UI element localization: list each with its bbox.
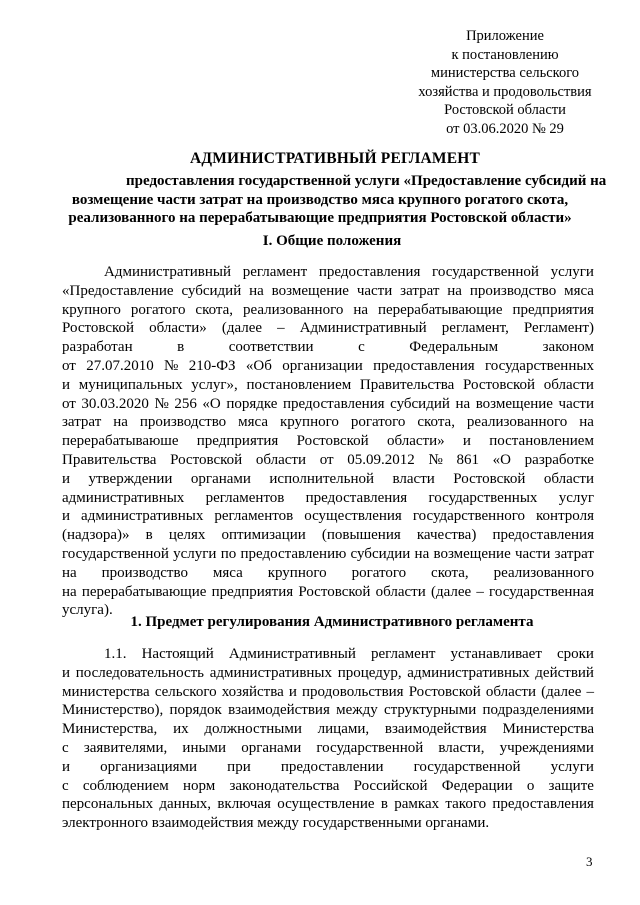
word: субсидий	[181, 282, 242, 299]
text-line	[62, 683, 594, 702]
word: 30.03.2020	[81, 395, 149, 412]
word: органами	[190, 470, 251, 487]
document-subtitle	[40, 172, 607, 228]
word: разработан	[62, 339, 133, 356]
word: №	[154, 395, 169, 412]
word: организации	[282, 357, 363, 374]
word: на	[353, 301, 368, 318]
word: заявителями,	[83, 739, 168, 756]
word: действий	[535, 664, 594, 681]
word: Регламент)	[523, 320, 594, 337]
word: административных	[407, 664, 530, 681]
word: области	[543, 376, 594, 393]
word: их	[173, 721, 189, 738]
appendix-line: Ростовской области	[444, 102, 566, 118]
word: Правительства	[359, 376, 455, 393]
text-line	[62, 758, 594, 777]
word: контроля	[536, 508, 594, 525]
word: законом	[542, 339, 594, 356]
word: Министерства,	[62, 721, 158, 738]
word: крупного	[279, 414, 339, 431]
word: части	[514, 545, 551, 562]
word: министерства	[62, 683, 150, 700]
word: органами.	[425, 815, 490, 832]
word: Федеральным	[409, 339, 499, 356]
word: рогатого	[130, 301, 186, 318]
subtitle-line: предоставления государственной услуги «Предоставление субсидий на	[126, 173, 607, 189]
word: услуги	[173, 545, 217, 562]
word: с	[62, 739, 69, 756]
word: устанавливает	[450, 646, 542, 662]
word: законодательства	[229, 777, 340, 794]
word: муниципальных	[78, 376, 183, 393]
section-heading-subject: 1. Предмет регулирования Административного регламента	[130, 614, 534, 630]
text-line	[62, 739, 594, 758]
word: предоставления	[283, 395, 385, 412]
word: «Об	[245, 357, 272, 374]
word: области	[485, 683, 537, 700]
word: части	[356, 282, 393, 299]
word: от	[62, 357, 76, 374]
word: реализованного	[493, 564, 594, 581]
word: (надзора)»	[62, 527, 130, 544]
word: скота,	[417, 414, 455, 431]
word: затрат	[62, 414, 102, 431]
word: персональных	[62, 796, 154, 813]
word: оптимизации	[221, 527, 306, 544]
word: хозяйства	[221, 683, 284, 700]
word: перерабатываюше	[62, 433, 179, 450]
text-line	[62, 319, 594, 338]
word: производство	[101, 564, 188, 581]
word: рогатого	[350, 414, 406, 431]
word: Правительства	[62, 451, 157, 468]
word: предоставления	[492, 796, 594, 813]
word: «Предоставление	[62, 282, 174, 299]
text-line	[62, 263, 594, 282]
word: №	[428, 451, 443, 468]
word: процедур,	[337, 664, 402, 681]
word: на	[414, 545, 430, 562]
word: государственной	[413, 758, 521, 775]
appendix-line: хозяйства и продовольствия	[418, 83, 592, 100]
word: крупного	[267, 564, 327, 581]
text-line	[62, 701, 594, 720]
word: на	[447, 282, 462, 299]
word: административных	[81, 508, 204, 525]
word: услуги	[550, 264, 594, 280]
subtitle-line: реализованного на перерабатывающие предприятия Ростовской области»	[68, 210, 572, 226]
word: сроки	[556, 646, 594, 662]
word: 210-ФЗ	[188, 357, 236, 374]
word: данных,	[159, 796, 212, 813]
word: субсидий	[390, 395, 450, 412]
word: на	[249, 282, 264, 299]
word: «О	[202, 395, 221, 412]
word: и	[288, 683, 297, 700]
word: норм	[182, 777, 216, 794]
word: субсидии	[350, 545, 411, 562]
word: лицами,	[317, 721, 370, 738]
text-line	[62, 282, 594, 301]
word: Административный	[228, 646, 356, 662]
word: от	[319, 451, 334, 468]
word: регламентов	[214, 508, 294, 525]
word: соответствии	[228, 339, 314, 356]
word: в	[380, 796, 388, 813]
appendix-line: от 03.06.2020 № 29	[446, 120, 564, 137]
appendix-line: министерства сельского	[430, 65, 580, 81]
word: Министерство),	[62, 702, 164, 719]
word: Министерства	[502, 721, 594, 738]
text-line	[62, 795, 594, 814]
word: на	[62, 564, 77, 581]
word: между	[336, 702, 378, 719]
word: на	[455, 395, 471, 412]
word: качества)	[416, 527, 477, 544]
word: скота,	[431, 564, 469, 581]
word: разработке	[524, 451, 594, 468]
word: государственного	[412, 508, 525, 525]
word: власти,	[438, 739, 485, 756]
text-line	[62, 664, 594, 683]
text-line	[62, 413, 594, 432]
word: Ростовской	[62, 320, 135, 337]
word: и	[62, 376, 71, 393]
word: Ростовской	[453, 470, 526, 487]
word: и	[62, 470, 71, 487]
word: на	[62, 583, 77, 600]
word: Российской	[353, 777, 428, 794]
word: целях	[168, 527, 206, 544]
word: 05.09.2012	[347, 451, 415, 468]
word: в	[145, 527, 153, 544]
word: регламент	[242, 264, 308, 280]
word: 1.1.	[104, 646, 127, 662]
appendix-block	[405, 27, 605, 138]
word: исполнительной	[269, 470, 375, 487]
word: регламент	[370, 646, 436, 662]
word: в	[177, 339, 185, 356]
word: органами	[241, 739, 302, 756]
text-line	[62, 583, 594, 602]
word: государственных	[484, 357, 594, 374]
word: «О	[492, 451, 511, 468]
text-line	[62, 357, 594, 376]
word: крупного	[62, 301, 121, 318]
word: государственной	[432, 264, 539, 280]
word: предприятия	[512, 301, 594, 318]
text-line	[62, 545, 594, 564]
word: перерабатывающие	[81, 583, 207, 600]
word: и	[62, 758, 71, 775]
word: с	[62, 777, 69, 794]
word: области	[255, 451, 307, 468]
word: области»	[149, 320, 207, 337]
word: по	[220, 545, 237, 562]
word: государственная	[489, 583, 594, 600]
word: между	[257, 815, 303, 832]
word: услуга).	[62, 602, 113, 619]
word: мяса	[564, 282, 594, 299]
word: области»	[386, 433, 445, 450]
word: предоставления	[492, 527, 594, 544]
word: взаимодействия	[228, 702, 330, 719]
word: Настоящий	[141, 646, 214, 662]
word: подразделениями	[482, 702, 594, 719]
word: административных	[209, 664, 333, 681]
word: порядке	[226, 395, 278, 412]
word: соблюдением	[82, 777, 169, 794]
word: осуществления	[304, 508, 402, 525]
word: №	[164, 357, 179, 374]
word: такого	[445, 796, 487, 813]
word: –	[476, 583, 484, 600]
word: производство	[469, 282, 557, 299]
word: продовольствия	[302, 683, 404, 700]
section-heading-general: I. Общие положения	[262, 233, 402, 249]
word: Административный	[104, 264, 232, 280]
appendix-line: Приложение	[466, 28, 544, 44]
word: предоставления	[373, 357, 475, 374]
word: производство	[139, 414, 227, 431]
document-title: АДМИНИСТРАТИВНЫЙ РЕГЛАМЕНТ	[189, 150, 481, 167]
word: –	[277, 320, 285, 337]
word: рамках	[394, 796, 440, 813]
page-number: 3	[586, 854, 593, 869]
word: возмещение	[433, 545, 511, 562]
text-line	[62, 338, 594, 357]
word: порядок	[169, 702, 222, 719]
word: части	[558, 395, 594, 412]
word: (далее	[541, 683, 582, 700]
word: государственной	[62, 545, 169, 562]
word: услуг	[558, 489, 594, 506]
word: области	[375, 583, 426, 600]
word: (повышения	[321, 527, 401, 544]
word: постановлением	[489, 433, 594, 450]
word: предоставлению	[240, 545, 347, 562]
word: организациями	[100, 758, 198, 775]
word: защите	[548, 777, 594, 794]
word: на	[579, 414, 594, 431]
word: с	[358, 339, 365, 356]
word: должностными	[204, 721, 302, 738]
word: предоставления	[318, 264, 421, 280]
text-line	[62, 301, 594, 320]
word: предоставлении	[280, 758, 384, 775]
word: власти	[392, 470, 435, 487]
word: осуществление	[277, 796, 375, 813]
word: включая	[217, 796, 271, 813]
word: и	[462, 433, 471, 450]
text-line	[62, 777, 594, 796]
word: затрат	[400, 282, 440, 299]
text-line	[62, 376, 594, 395]
word: возмещение	[475, 395, 553, 412]
word: Ростовской	[463, 376, 536, 393]
text-line	[62, 489, 594, 508]
text-line	[62, 451, 594, 470]
word: на	[113, 414, 128, 431]
appendix-line: к постановлению	[451, 46, 559, 63]
word: взаимодействия	[151, 815, 258, 832]
word: рогатого	[351, 564, 407, 581]
text-line	[62, 507, 594, 526]
word: предоставления	[305, 489, 408, 506]
word: Федерации	[441, 777, 513, 794]
word: предприятия	[196, 433, 279, 450]
subject-paragraph	[62, 645, 594, 833]
word: (далее	[430, 583, 472, 600]
word: иными	[182, 739, 227, 756]
word: затрат	[554, 545, 594, 562]
word: учреждениями	[499, 739, 594, 756]
text-line	[62, 564, 594, 583]
word: Ростовской	[170, 451, 243, 468]
word: скота,	[195, 301, 234, 318]
word: Административный	[299, 320, 427, 337]
word: Ростовской	[298, 583, 371, 600]
word: постановлением	[246, 376, 352, 393]
word: возмещение	[271, 282, 349, 299]
word: утверждении	[88, 470, 173, 487]
text-line	[62, 720, 594, 739]
word: 861	[456, 451, 479, 468]
word: предприятия	[211, 583, 294, 600]
text-line	[62, 395, 594, 414]
word: регламент,	[441, 320, 509, 337]
word: взаимодействия	[384, 721, 487, 738]
word: реализованного	[243, 301, 344, 318]
word: и	[62, 508, 71, 525]
word: сельского	[154, 683, 217, 700]
word: о	[526, 777, 535, 794]
text-line	[62, 526, 594, 545]
text-line	[62, 814, 594, 833]
word: регламентов	[205, 489, 285, 506]
word: мяса	[212, 564, 243, 581]
word: государственными	[302, 815, 426, 832]
word: административных	[62, 489, 185, 506]
word: от	[62, 395, 76, 412]
word: государственной	[316, 739, 424, 756]
word: услуги	[550, 758, 594, 775]
word: при	[227, 758, 251, 775]
text-line	[62, 645, 594, 664]
general-paragraph	[62, 263, 594, 620]
word: 256	[174, 395, 197, 412]
word: мяса	[238, 414, 269, 431]
word: структурными	[383, 702, 477, 719]
word: последовательность	[75, 664, 205, 681]
word: области	[543, 470, 594, 487]
text-line	[62, 432, 594, 451]
text-line	[62, 470, 594, 489]
word: –	[586, 683, 594, 700]
word: Ростовской	[296, 433, 369, 450]
word: услуг»,	[191, 376, 238, 393]
subtitle-line: возмещение части затрат на производство мяса крупного рогатого скота,	[71, 191, 569, 208]
word: (далее	[221, 320, 263, 337]
word: 27.07.2010	[86, 357, 154, 374]
word: электронного	[62, 815, 152, 832]
word: государственных	[428, 489, 538, 506]
word: и	[62, 664, 71, 681]
word: реализованного	[466, 414, 568, 431]
word: Ростовской	[408, 683, 481, 700]
word: перерабатывающие	[377, 301, 503, 318]
